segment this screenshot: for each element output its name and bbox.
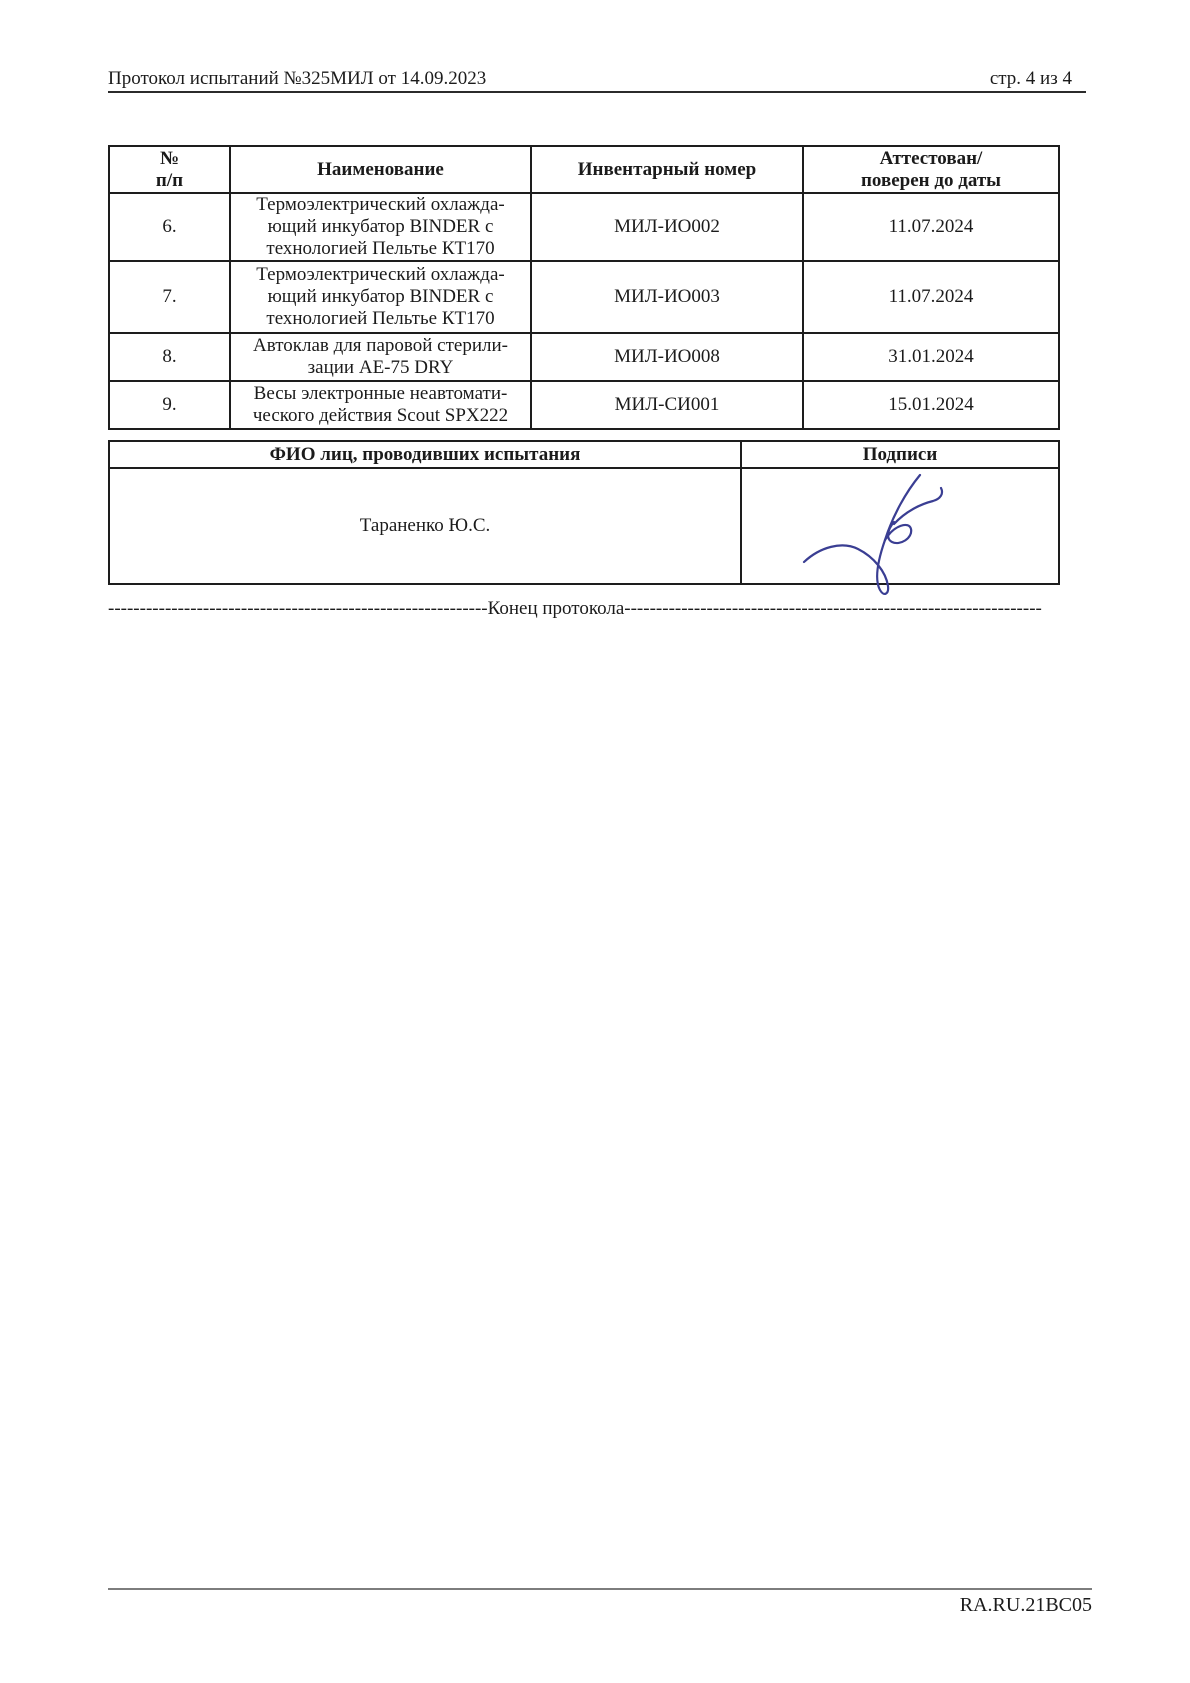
row-num: 9. xyxy=(109,381,230,429)
col-header-signatures: Подписи xyxy=(741,441,1059,468)
signers-table-header-row xyxy=(109,441,1059,468)
row-inventory: МИЛ-ИО008 xyxy=(531,333,803,381)
table-row xyxy=(109,261,1059,333)
table-row xyxy=(109,193,1059,261)
signers-table xyxy=(108,440,1060,585)
page-footer xyxy=(108,1588,1092,1618)
row-name: Весы электронные неавтомати- ческого действия Scout SPX222 xyxy=(230,381,531,429)
accreditation-code: RA.RU.21BC05 xyxy=(959,1594,1092,1616)
col-header-attested: Аттестован/ поверен до даты xyxy=(803,146,1059,193)
row-num: 7. xyxy=(109,261,230,333)
row-name: Термоэлектрический охлажда- ющий инкубатор BINDER с технологией Пельтье КТ170 xyxy=(230,261,531,333)
table-row xyxy=(109,333,1059,381)
row-attested-date: 15.01.2024 xyxy=(803,381,1059,429)
equipment-table xyxy=(108,145,1060,430)
end-of-protocol-line: ------------------------------------------------------------Конец протокола------------------------------------------------------------------ xyxy=(108,598,1042,619)
page-number: стр. 4 из 4 xyxy=(989,68,1072,89)
row-inventory: МИЛ-СИ001 xyxy=(531,381,803,429)
col-header-name: Наименование xyxy=(230,146,531,193)
row-inventory: МИЛ-ИО002 xyxy=(531,193,803,261)
table-row xyxy=(109,381,1059,429)
row-attested-date: 31.01.2024 xyxy=(803,333,1059,381)
col-header-num: № п/п xyxy=(109,146,230,193)
equipment-table-header-row xyxy=(109,146,1059,193)
signer-name: Тараненко Ю.С. xyxy=(109,468,741,584)
col-header-fio: ФИО лиц, проводивших испытания xyxy=(109,441,741,468)
signer-row xyxy=(109,468,1059,584)
page-header xyxy=(108,60,1086,93)
row-name: Термоэлектрический охлажда- ющий инкубатор BINDER с технологией Пельтье КТ170 xyxy=(230,193,531,261)
row-num: 6. xyxy=(109,193,230,261)
row-num: 8. xyxy=(109,333,230,381)
col-header-inventory: Инвентарный номер xyxy=(531,146,803,193)
protocol-title: Протокол испытаний №325МИЛ от 14.09.2023 xyxy=(108,68,487,89)
row-name: Автоклав для паровой стерили- зации АЕ-75 DRY xyxy=(230,333,531,381)
row-attested-date: 11.07.2024 xyxy=(803,193,1059,261)
row-attested-date: 11.07.2024 xyxy=(803,261,1059,333)
signature-cell xyxy=(741,468,1059,584)
row-inventory: МИЛ-ИО003 xyxy=(531,261,803,333)
